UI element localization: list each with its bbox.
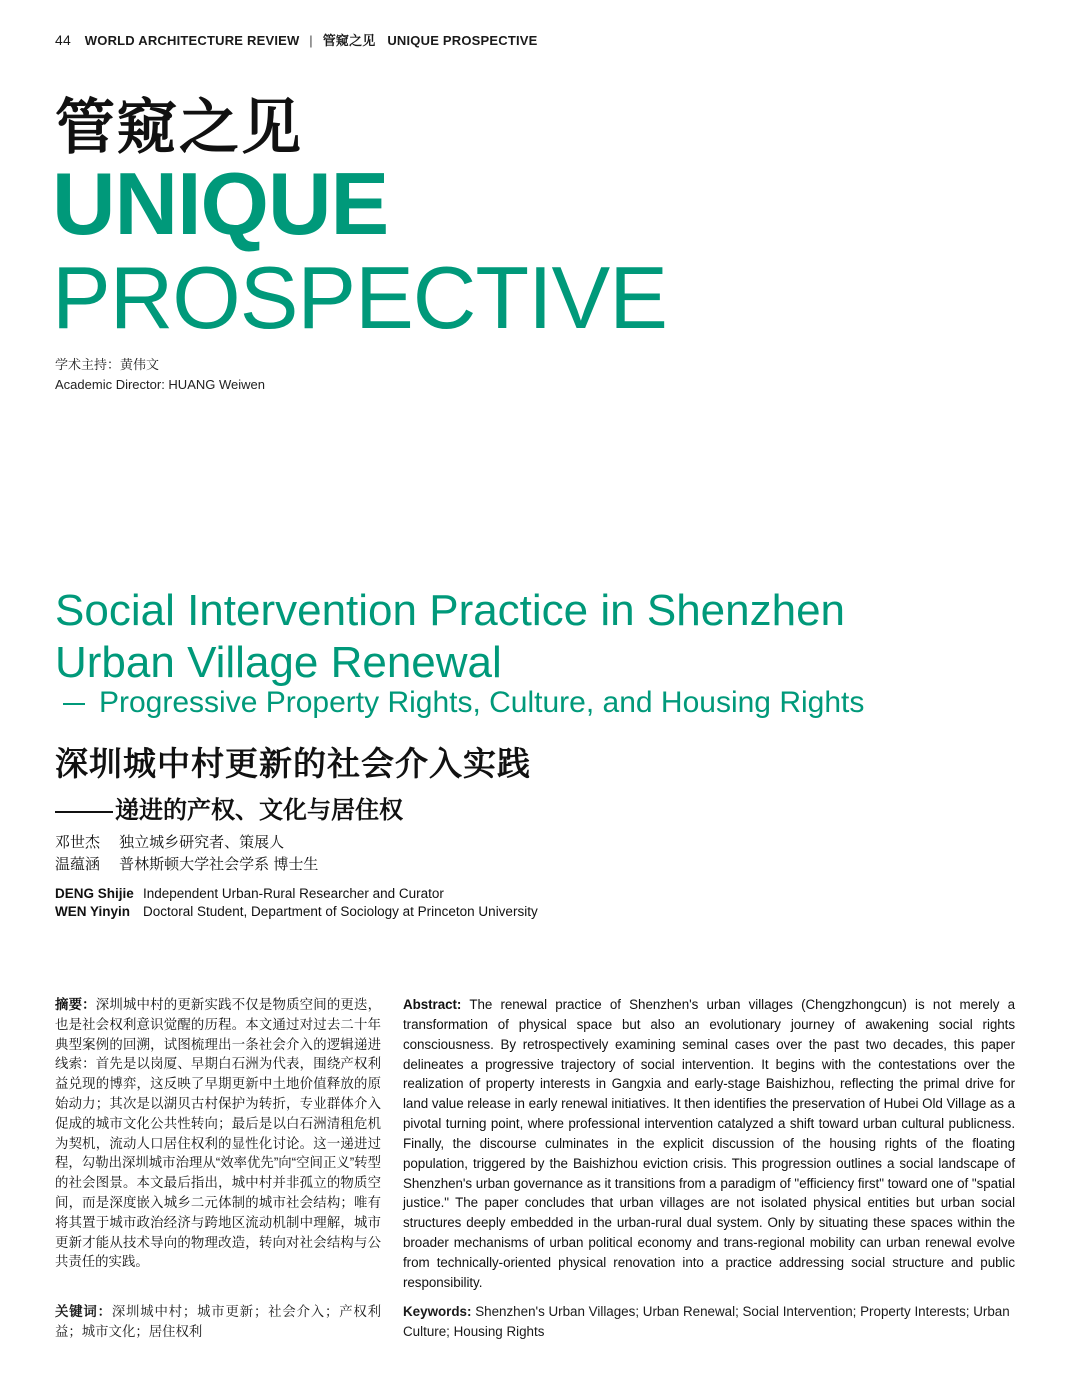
subtitle-cn-dash	[55, 811, 113, 813]
author-en-row	[55, 903, 538, 921]
article-subtitle-cn-text: 递进的产权、文化与居住权	[115, 797, 403, 824]
article-title-cn: 深圳城中村更新的社会介入实践	[55, 745, 531, 782]
authors-cn	[55, 832, 318, 876]
abstract-en-text: The renewal practice of Shenzhen's urban villages (Chengzhongcun) is not merely a transformation of physical space but also an evolutionary journey of awakening social rights consciousness. By retrospectively examining seminal cases over the past two decades, this paper delineates a progressive trajectory of social intervention. It begins with the contestations over the realization of property interests in Gangxia and early-stage Baishizhou, reflecting the primal drive for land value release in early renewal initiatives. It then identifies the preservation of Hubei Old Village as a pivotal turning point, where professional intervention catalyzed a shift toward urban cultural publicness. Finally, the discourse culminates in the explicit discussion of the housing rights of the floating population, triggered by the Baishizhou eviction crisis. This progression outlines a social landscape of Shenzhen's urban governance as it transitions from a paradigm of "efficiency first" toward one of "spatial justice." The paper concludes that urban villages are not isolated physical entities but urban social structures deeply embedded in the urban-rural dual system. Only by situating these spaces within the broader mechanisms of urban political economy and trans-regional mobility can urban renewal evolve from technically-oriented physical renovation into a practice addressing social structure and public responsibility.	[403, 997, 1015, 1290]
author-en-role: Independent Urban-Rural Researcher and Curator	[143, 886, 444, 901]
article-subtitle-en-text: Progressive Property Rights, Culture, and Housing Rights	[99, 686, 865, 719]
article-title-en-line1: Social Intervention Practice in Shenzhen	[55, 586, 846, 635]
author-cn-name: 邓世杰	[55, 834, 101, 851]
header-section-cn: 管窥之见	[322, 33, 376, 48]
abstract-en-label: Abstract:	[403, 997, 462, 1012]
authors-en	[55, 885, 538, 921]
author-en-name: WEN Yinyin	[55, 904, 131, 919]
header-separator: |	[309, 33, 313, 48]
article-subtitle-en	[55, 686, 864, 720]
journal-name: WORLD ARCHITECTURE REVIEW	[84, 33, 300, 48]
keywords-cn	[55, 1302, 381, 1342]
author-en-role: Doctoral Student, Department of Sociology at Princeton University	[143, 904, 538, 919]
keywords-cn-label: 关键词：	[55, 1304, 112, 1319]
section-title-en-bold: UNIQUE	[52, 154, 389, 253]
keywords-en-label: Keywords:	[403, 1304, 472, 1319]
keywords-en	[403, 1302, 1015, 1342]
keywords-en-text: Shenzhen's Urban Villages; Urban Renewal; Social Intervention; Property Interests; Urban Culture; Housing Rights	[403, 1304, 1010, 1339]
article-subtitle-cn	[55, 790, 403, 825]
page-number: 44	[55, 32, 71, 48]
author-cn-role: 普林斯顿大学社会学系 博士生	[119, 856, 319, 873]
abstract-cn-label: 摘要：	[55, 997, 96, 1012]
author-cn-name: 温蕴涵	[55, 856, 101, 873]
abstract-cn	[55, 995, 381, 1272]
author-en-row	[55, 885, 538, 903]
author-cn-row	[55, 832, 318, 854]
abstract-cn-text: 深圳城中村的更新实践不仅是物质空间的更迭，也是社会权利意识觉醒的历程。本文通过对过去二十年典型案例的回溯，试图梳理出一条社会介入的逻辑递进线索：首先是以岗厦、早期白石洲为代表，围绕产权利益兑现的博弈，这反映了早期更新中土地价值释放的原始动力；其次是以湖贝古村保护为转折，专业群体介入促成的城市文化公共性转向；最后是以白石洲清租危机为契机，流动人口居住权利的显性化讨论。这一递进过程，勾勒出深圳城市治理从“效率优先”向“空间正义”转型的社会图景。本文最后指出，城中村并非孤立的物质空间，而是深度嵌入城乡二元体制的城市社会结构；唯有将其置于城市政治经济与跨地区流动机制中理解，城市更新才能从技术导向的物理改造，转向对社会结构与公共责任的实践。	[55, 997, 382, 1270]
keywords-cn-text: 深圳城中村；城市更新；社会介入；产权利益；城市文化；居住权利	[55, 1304, 382, 1339]
header-section-en: UNIQUE PROSPECTIVE	[387, 33, 538, 48]
subtitle-dash	[63, 703, 85, 705]
author-cn-row	[55, 854, 318, 876]
academic-director	[55, 355, 265, 395]
academic-director-cn: 学术主持：黄伟文	[55, 357, 160, 372]
article-title-en-line2: Urban Village Renewal	[55, 638, 502, 687]
article-title-en	[55, 585, 845, 689]
abstract-en	[403, 995, 1015, 1293]
author-cn-role: 独立城乡研究者、策展人	[119, 834, 285, 851]
running-header	[55, 30, 538, 49]
author-en-name: DENG Shijie	[55, 886, 134, 901]
section-title-en-light: PROSPECTIVE	[52, 248, 667, 347]
academic-director-en: Academic Director: HUANG Weiwen	[55, 377, 265, 392]
section-title-cn: 管窥之见	[55, 93, 303, 163]
